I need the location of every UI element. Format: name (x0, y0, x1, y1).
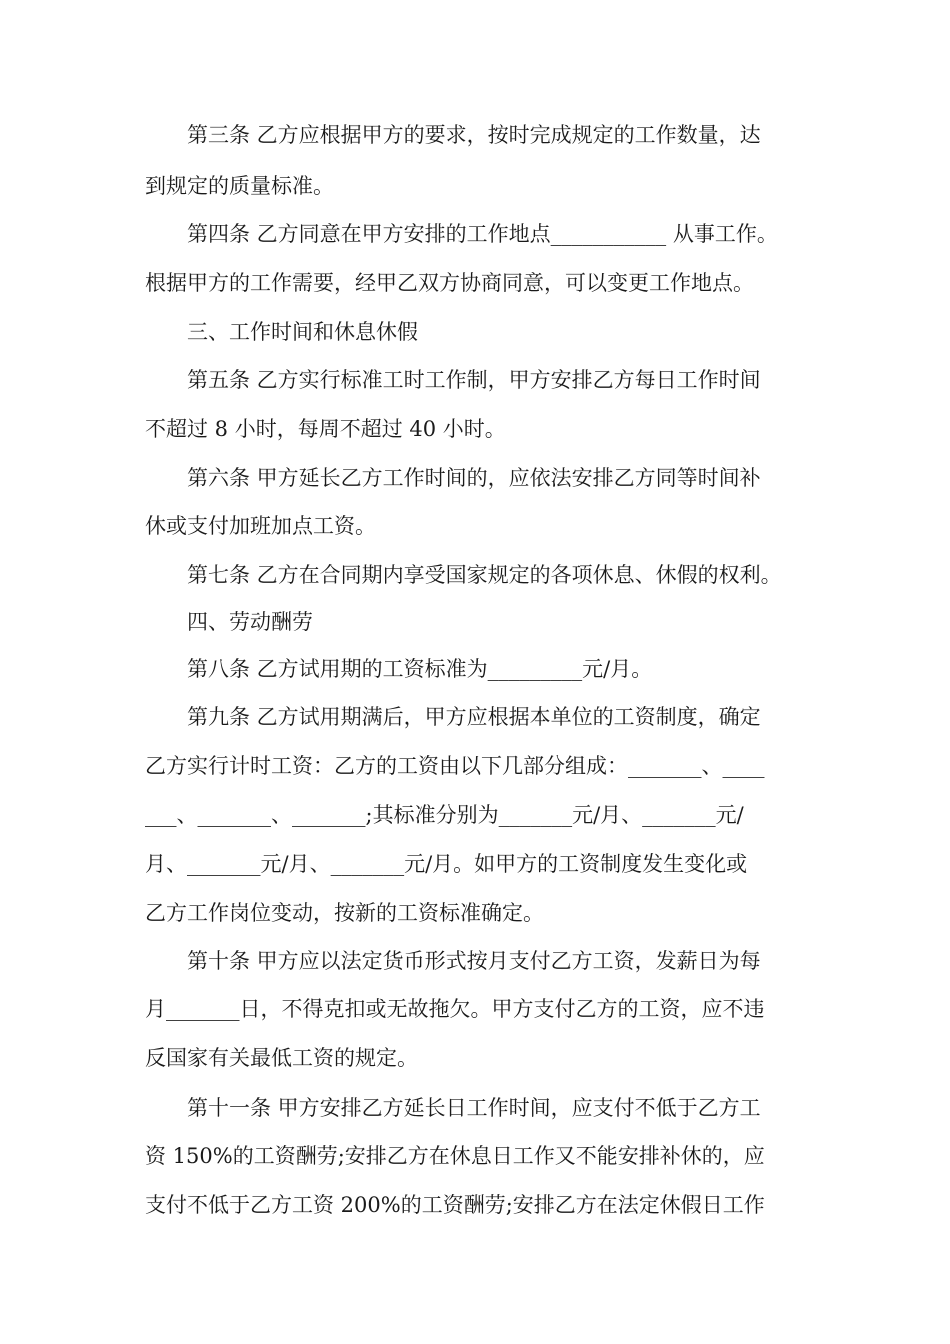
text-line-6: 第五条 乙方实行标准工时工作制，甲方安排乙方每日工作时间 (145, 368, 761, 392)
text-line-1: 第三条 乙方应根据甲方的要求，按时完成规定的工作数量，达 (145, 123, 761, 147)
text-line-20: 反国家有关最低工资的规定。 (145, 1046, 418, 1070)
text-line-14: 乙方实行计时工资：乙方的工资由以下几部分组成：_______、____ (145, 754, 765, 778)
text-line-16: 月、_______元/月、_______元/月。如甲方的工资制度发生变化或 (145, 852, 748, 876)
text-line-15: ___、_______、_______;其标准分别为_______元/月、_______元/ (145, 803, 744, 827)
text-line-9: 休或支付加班加点工资。 (145, 514, 376, 538)
text-line-13: 第九条 乙方试用期满后，甲方应根据本单位的工资制度，确定 (145, 705, 761, 729)
text-line-18: 第十条 甲方应以法定货币形式按月支付乙方工资，发薪日为每 (145, 949, 761, 973)
text-line-10: 第七条 乙方在合同期内享受国家规定的各项休息、休假的权利。 (145, 563, 782, 587)
text-line-8: 第六条 甲方延长乙方工作时间的，应依法安排乙方同等时间补 (145, 466, 761, 490)
section-heading-remuneration: 四、劳动酬劳 (145, 610, 313, 634)
text-line-3: 第四条 乙方同意在甲方安排的工作地点___________ 从事工作。 (145, 222, 778, 246)
text-line-12: 第八条 乙方试用期的工资标准为_________元/月。 (145, 657, 653, 681)
text-line-21: 第十一条 甲方安排乙方延长日工作时间，应支付不低于乙方工 (145, 1096, 761, 1120)
text-line-17: 乙方工作岗位变动，按新的工资标准确定。 (145, 901, 544, 925)
text-line-2: 到规定的质量标准。 (145, 174, 334, 198)
text-line-19: 月_______日，不得克扣或无故拖欠。甲方支付乙方的工资，应不违 (145, 997, 765, 1021)
text-line-4: 根据甲方的工作需要，经甲乙双方协商同意，可以变更工作地点。 (145, 271, 754, 295)
text-line-7: 不超过 8 小时，每周不超过 40 小时。 (145, 417, 506, 441)
section-heading-work-time: 三、工作时间和休息休假 (145, 320, 418, 344)
text-line-23: 支付不低于乙方工资 200%的工资酬劳;安排乙方在法定休假日工作 (145, 1193, 765, 1217)
text-line-22: 资 150%的工资酬劳;安排乙方在休息日工作又不能安排补休的，应 (145, 1144, 765, 1168)
